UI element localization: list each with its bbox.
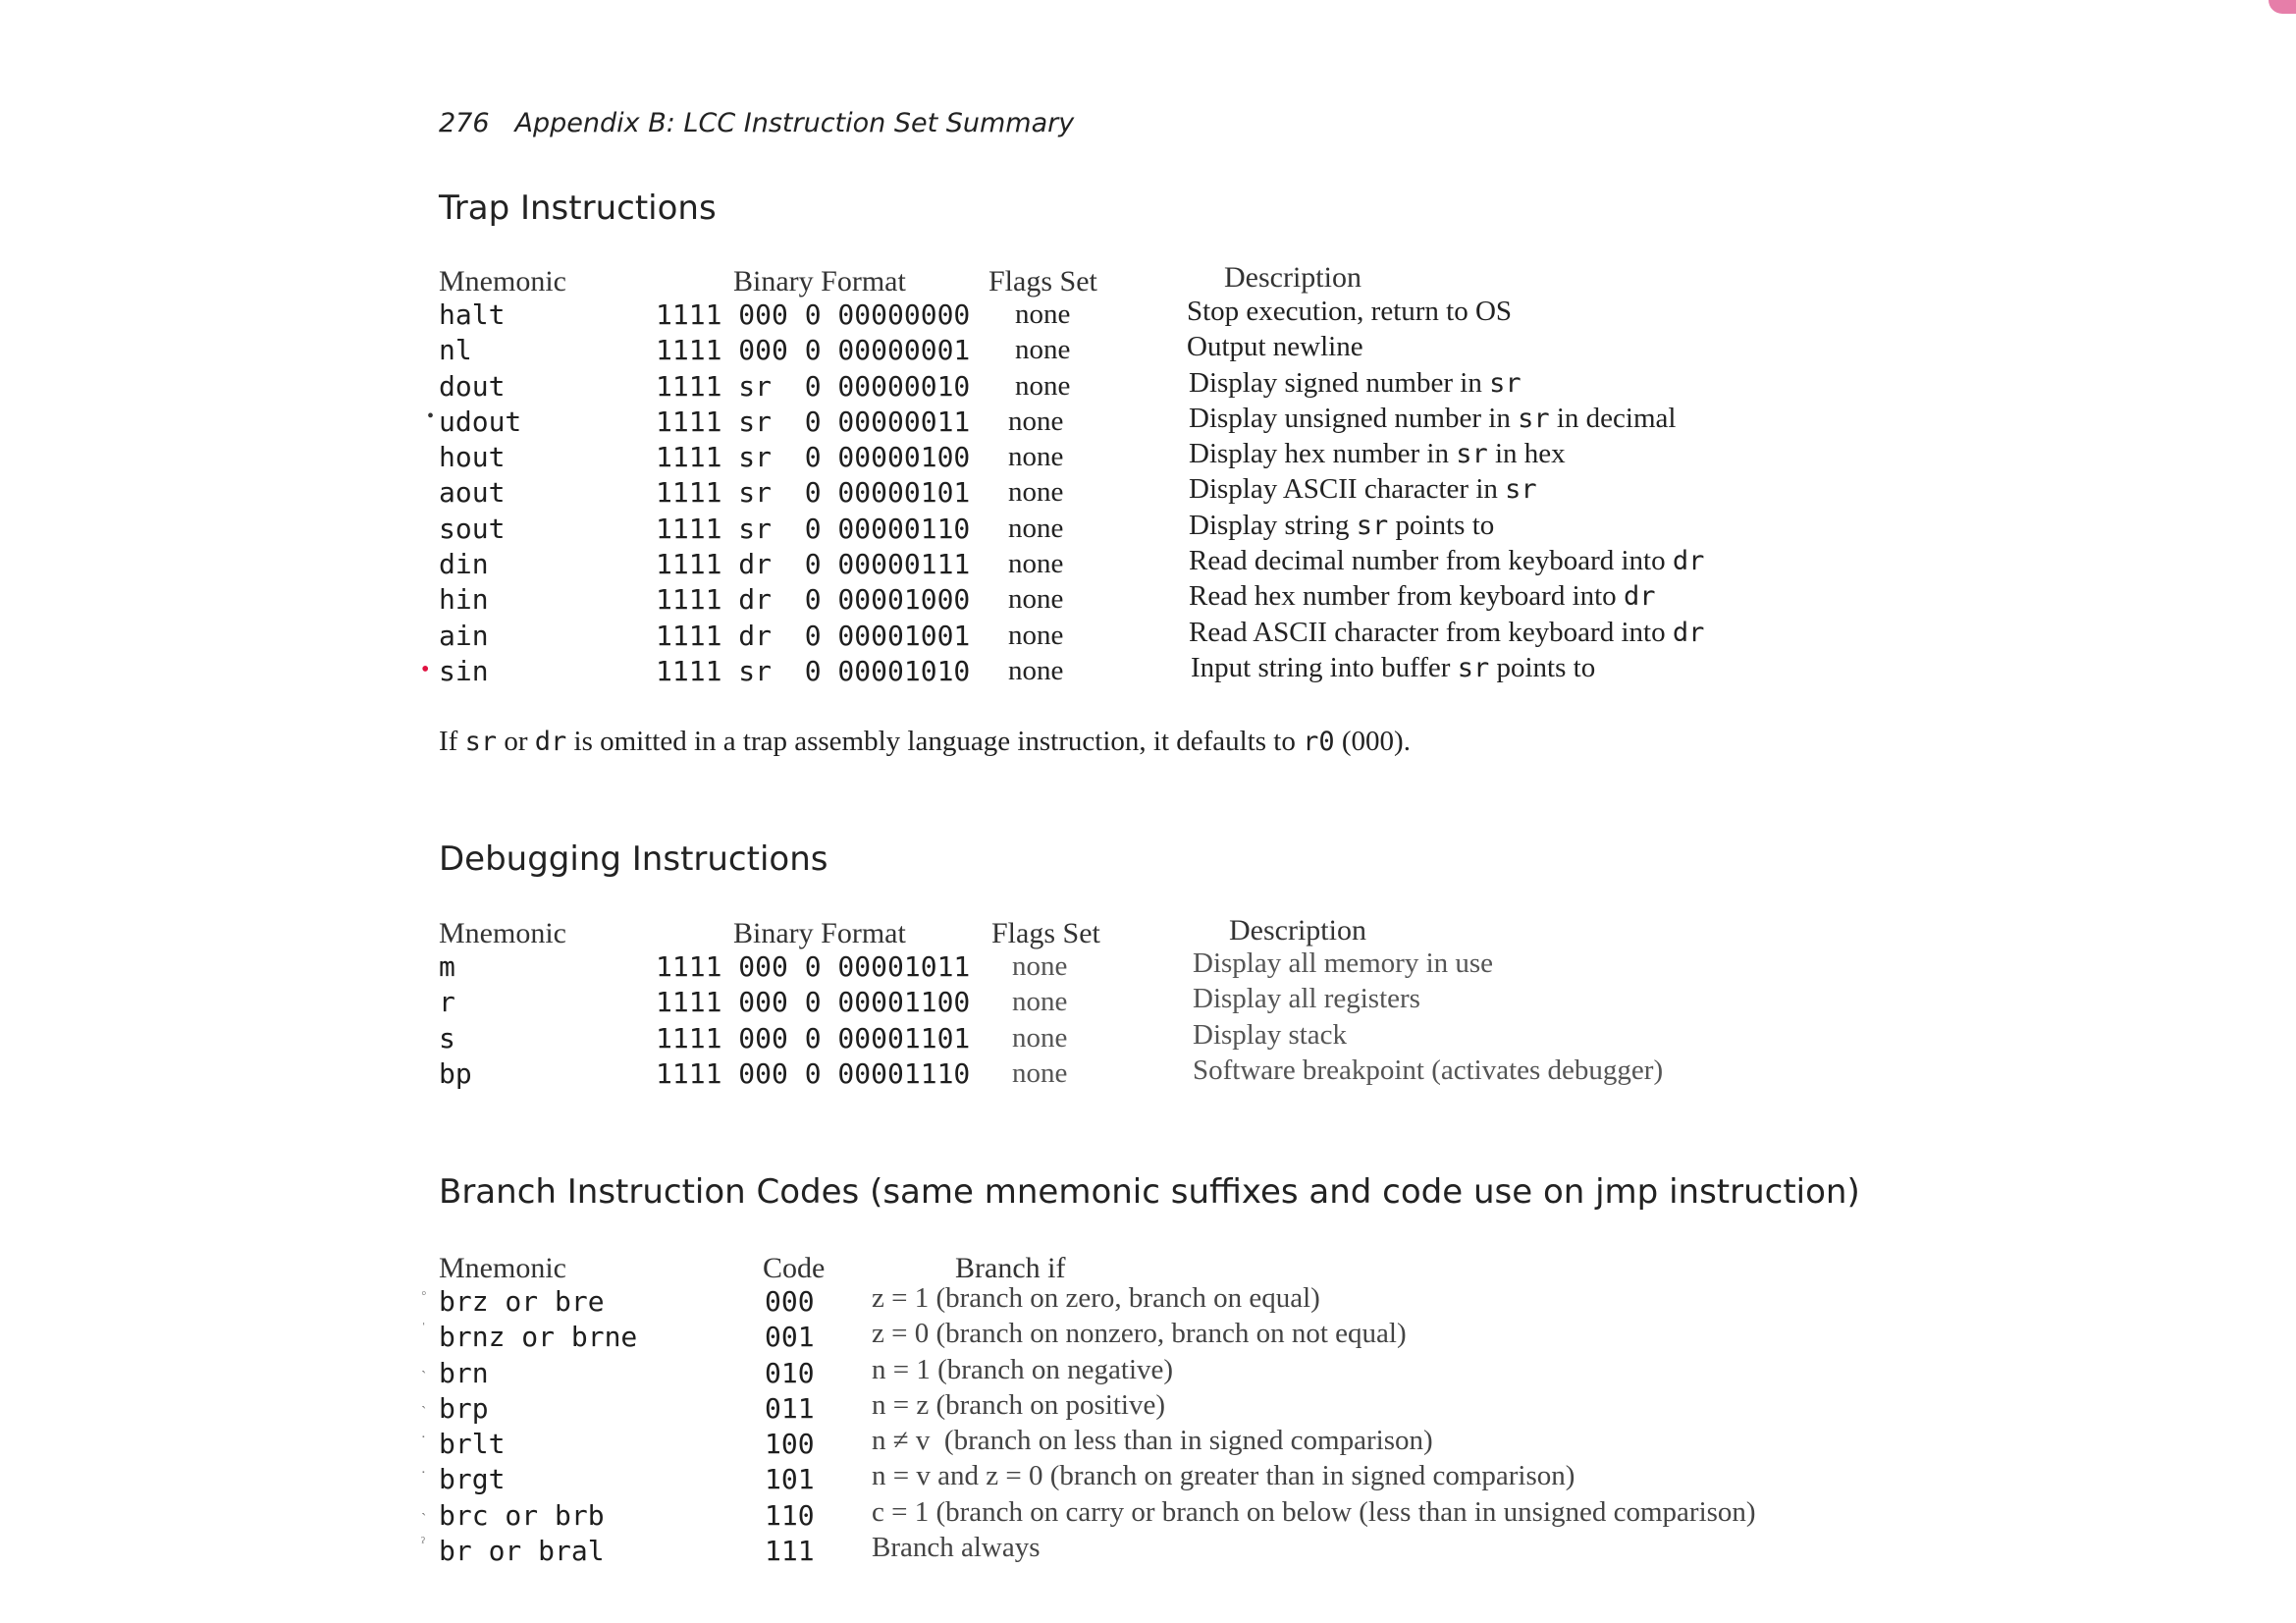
description: Output newline [1187, 331, 1363, 363]
col-binary-format: Binary Format [733, 265, 906, 298]
mnemonic: aout [439, 476, 506, 510]
binary-format: 1111 000 0 00001011 [656, 950, 971, 983]
code: 011 [765, 1391, 815, 1425]
binary-format: 1111 000 0 00001110 [656, 1056, 971, 1090]
flags-set: none [1012, 950, 1068, 982]
binary-format: 1111 dr 0 00001001 [656, 619, 971, 652]
running-header [439, 108, 1074, 138]
branch-condition: z = 1 (branch on zero, branch on equal) [872, 1282, 1320, 1314]
mnemonic: brlt [439, 1428, 506, 1461]
margin-tick-mark: ᐧ [421, 1465, 426, 1483]
description: Display ASCII character in sr [1189, 473, 1537, 506]
description: Display string sr points to [1189, 509, 1495, 541]
mnemonic: m [439, 950, 455, 983]
col-flags-set: Flags Set [988, 265, 1097, 298]
col-description: Description [1229, 914, 1366, 947]
mnemonic: bp [439, 1056, 472, 1090]
mnemonic: sin [439, 654, 489, 687]
header-title: Appendix B: LCC Instruction Set Summary [514, 108, 1075, 138]
col-branch-if: Branch if [955, 1252, 1066, 1284]
flags-set: none [1012, 1021, 1068, 1054]
trap-default-note: If sr or dr is omitted in a trap assembly language instruction, it defaults to r0 (000). [439, 726, 1411, 757]
description: Display hex number in sr in hex [1189, 438, 1566, 470]
margin-red-dot-mark: • [421, 656, 430, 682]
description: Display unsigned number in sr in decimal [1189, 402, 1677, 434]
code: 010 [765, 1356, 815, 1389]
mnemonic: brgt [439, 1463, 506, 1496]
branch-condition: n = v and z = 0 (branch on greater than in signed comparison) [872, 1460, 1575, 1492]
binary-format: 1111 dr 0 00001000 [656, 583, 971, 617]
flags-set: none [1008, 441, 1064, 473]
mnemonic: brn [439, 1356, 489, 1389]
trap-section-title: Trap Instructions [439, 189, 717, 228]
branch-condition: z = 0 (branch on nonzero, branch on not equal) [872, 1318, 1407, 1350]
mnemonic: brc or brb [439, 1498, 605, 1532]
col-description: Description [1224, 261, 1362, 294]
col-flags-set: Flags Set [991, 917, 1100, 949]
mnemonic: sout [439, 512, 506, 545]
code: 100 [765, 1428, 815, 1461]
description: Display all registers [1193, 983, 1420, 1015]
binary-format: 1111 000 0 00000001 [656, 334, 971, 367]
mnemonic: br or bral [439, 1535, 605, 1568]
description: Display all memory in use [1193, 947, 1494, 979]
flags-set: none [1008, 619, 1064, 651]
mnemonic: udout [439, 405, 522, 438]
margin-tick-mark: ˎ [421, 1498, 427, 1516]
binary-format: 1111 000 0 00001100 [656, 986, 971, 1019]
col-mnemonic: Mnemonic [439, 917, 566, 949]
flags-set: none [1008, 583, 1064, 616]
col-mnemonic: Mnemonic [439, 1252, 566, 1284]
mnemonic: hin [439, 583, 489, 617]
mnemonic: din [439, 548, 489, 581]
flags-set: none [1015, 334, 1071, 366]
description: Read hex number from keyboard into dr [1189, 580, 1656, 613]
col-code: Code [763, 1252, 826, 1284]
margin-tick-mark: ˀ [421, 1535, 425, 1552]
mnemonic: brnz or brne [439, 1321, 638, 1354]
branch-condition: c = 1 (branch on carry or branch on below (less than in unsigned comparison) [872, 1495, 1756, 1528]
mnemonic: nl [439, 334, 472, 367]
branch-condition: Branch always [872, 1532, 1041, 1564]
branch-condition: n = z (branch on positive) [872, 1388, 1166, 1421]
description: Read decimal number from keyboard into dr [1189, 545, 1705, 577]
col-binary-format: Binary Format [733, 917, 906, 949]
flags-set: none [1008, 654, 1064, 686]
margin-tick-mark: ˎ [421, 1356, 427, 1374]
mnemonic: s [439, 1021, 455, 1055]
flags-set: none [1008, 512, 1064, 544]
flags-set: none [1015, 369, 1071, 402]
binary-format: 1111 sr 0 00000010 [656, 369, 971, 403]
flags-set: none [1012, 986, 1068, 1018]
col-mnemonic: Mnemonic [439, 265, 566, 298]
code: 111 [765, 1535, 815, 1568]
mnemonic: ain [439, 619, 489, 652]
flags-set: none [1008, 405, 1064, 437]
binary-format: 1111 000 0 00000000 [656, 298, 971, 331]
code: 001 [765, 1321, 815, 1354]
mnemonic: r [439, 986, 455, 1019]
margin-tick-mark: ◦ [421, 1285, 427, 1302]
code: 110 [765, 1498, 815, 1532]
margin-tick-mark: ˎ [421, 1391, 427, 1409]
binary-format: 1111 dr 0 00000111 [656, 548, 971, 581]
code: 000 [765, 1285, 815, 1318]
mnemonic: brz or bre [439, 1285, 605, 1318]
binary-format: 1111 sr 0 00000011 [656, 405, 971, 438]
flags-set: none [1008, 476, 1064, 509]
margin-tick-mark: ˈ [421, 1321, 427, 1338]
description: Software breakpoint (activates debugger) [1193, 1054, 1664, 1086]
mnemonic: dout [439, 369, 506, 403]
margin-tick-mark: ᐧ [421, 1430, 426, 1447]
margin-dot-mark: • [427, 405, 435, 427]
branch-section-title: Branch Instruction Codes (same mnemonic suffixes and code use on jmp instruction) [439, 1172, 1860, 1212]
binary-format: 1111 000 0 00001101 [656, 1021, 971, 1055]
flags-set: none [1008, 548, 1064, 580]
description: Input string into buffer sr points to [1191, 651, 1596, 683]
page-number: 276 [439, 108, 490, 138]
branch-condition: n = 1 (branch on negative) [872, 1353, 1174, 1385]
flags-set: none [1015, 298, 1071, 330]
flags-set: none [1012, 1056, 1068, 1089]
binary-format: 1111 sr 0 00001010 [656, 654, 971, 687]
binary-format: 1111 sr 0 00000110 [656, 512, 971, 545]
description: Display stack [1193, 1018, 1348, 1051]
description: Display signed number in sr [1189, 366, 1522, 399]
description: Stop execution, return to OS [1187, 296, 1513, 327]
corner-marker [2269, 0, 2296, 14]
mnemonic: halt [439, 298, 506, 331]
description: Read ASCII character from keyboard into dr [1189, 616, 1705, 648]
mnemonic: hout [439, 441, 506, 474]
mnemonic: brp [439, 1391, 489, 1425]
branch-condition: n ≠ v (branch on less than in signed comparison) [872, 1425, 1433, 1457]
binary-format: 1111 sr 0 00000100 [656, 441, 971, 474]
code: 101 [765, 1463, 815, 1496]
binary-format: 1111 sr 0 00000101 [656, 476, 971, 510]
debug-section-title: Debugging Instructions [439, 839, 828, 879]
